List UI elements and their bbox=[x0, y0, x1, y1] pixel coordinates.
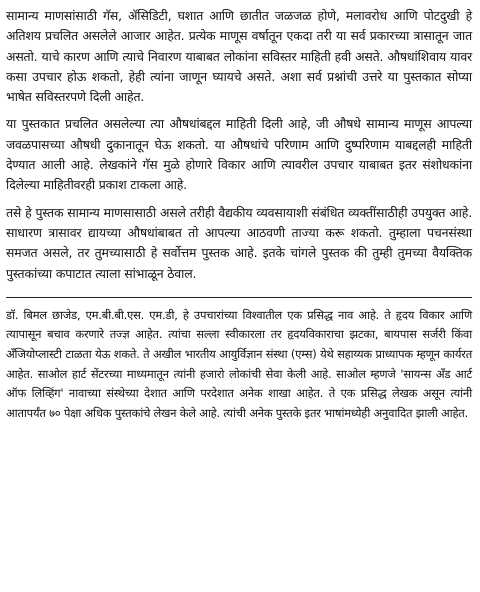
description-paragraph-1: सामान्य माणसांसाठी गॅस, ॲसिडिटी, घशात आणि छातीत जळजळ होणे, मलावरोध आणि पोटदुखी हे अतिशय प्रचलित असलेले आजार आहेत. प्रत्येक माणूस वर्षातून एकदा तरी या सर्व प्रकारच्या त्रासातून जात असतो. याचे कारण आणि त्याचे निवारण याबाबत लोकांना सविस्तर माहिती हवी असते. औषधांशिवाय यावर कसा उपचार होऊ शकतो, हेही त्यांना जाणून घ्यायचे असते. अशा सर्व प्रश्नांची उत्तरे या पुस्तकात सोप्या भाषेत सविस्तरपणे दिली आहेत. bbox=[6, 8, 472, 105]
description-paragraph-2: या पुस्तकात प्रचलित असलेल्या त्या औषधांबद्दल माहिती दिली आहे, जी औषधे सामान्य माणूस आपल्या जवळपासच्या औषधी दुकानातून घेऊ शकतो. या औषधांचे परिणाम आणि दुष्परिणाम याबद्दलही माहिती देण्यात आली आहे. लेखकांने गॅस मुळे होणारे विकार आणि त्यावरील उपचार याबाबत इतर संशोधकांना दिलेल्या माहितीवरही प्रकाश टाकला आहे. bbox=[6, 116, 472, 193]
back-cover-text bbox=[6, 6, 472, 586]
description-paragraph-3: तसे हे पुस्तक सामान्य माणसासाठी असले तरीही वैद्यकीय व्यवसायाशी संबंधित व्यक्तींसाठीही उपयुक्त आहे. साधारण त्रासावर द्यायच्या औषधांबाबत तो आपल्या आठवणी ताज्या करू शकतो. तुम्हाला पचनसंस्था समजत असले, तर तुमच्यासाठी हे सर्वोत्तम पुस्तक आहे. इतके चांगले पुस्तक की तुम्ही तुमच्या वैयक्तिक पुस्तकांच्या कपाटात त्याला सांभाळून ठेवाल. bbox=[6, 204, 472, 281]
author-bio: डॉ. बिमल छाजेड, एम.बी.बी.एस. एम.डी, हे उपचारांच्या विश्वातील एक प्रसिद्ध नाव आहे. ते हृदय विकार आणि त्यापासून बचाव करणारे तज्ज्ञ आहेत. त्यांचा सल्ला स्वीकारला तर हृदयविकाराचा झटका, बायपास सर्जरी किंवा ॲंजियोप्लास्टी टाळता येऊ शकते. ते अखील भारतीय आयुर्विज्ञान संस्था (एम्स) येथे सहाय्यक प्राध्यापक म्हणून कार्यरत आहेत. साओल हार्ट सेंटरच्या माध्यमातून त्यांनी हजारो लोकांची सेवा केली आहे. साओल म्हणजे 'सायन्स ॲंड आर्ट ऑफ लिव्हिंग' नावाच्या संस्थेच्या देशात आणि परदेशात अनेक शाखा आहेत. ते एक प्रसिद्ध लेखक असून त्यांनी आतापर्यंत ७० पेक्षा अधिक पुस्तकांचे लेखन केले आहे. त्यांची अनेक पुस्तके इतर भाषांमध्येही अनुवादित झाली आहेत. bbox=[6, 307, 472, 420]
section-divider bbox=[6, 297, 472, 298]
